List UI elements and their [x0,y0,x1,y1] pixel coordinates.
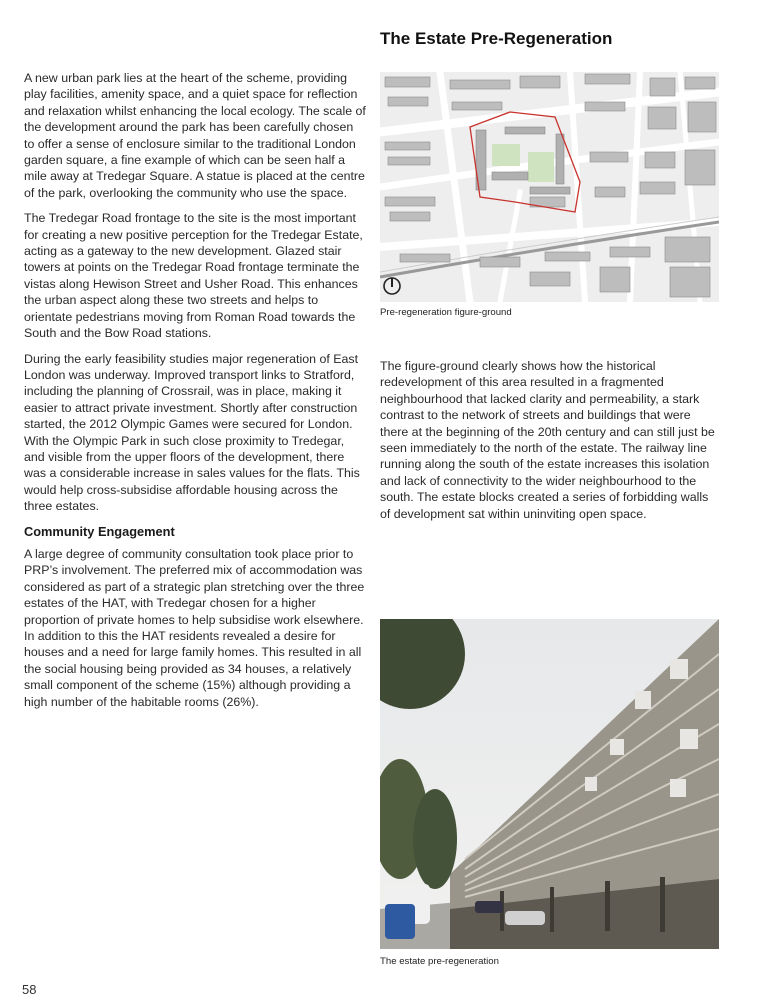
body-paragraph: During the early feasibility studies major regeneration of East London was underway. Improved transport links to Stratford, including the planning of Crossrail, was in place, making it easier to attract private investment. Shortly after construction started, the 2012 Olympic Games were secured for London. With the Olympic Park in such close proximity to Tredegar, and visible from the upper floors of the development, there was a considerable increase in sales values for the flats. This would help cross-subsidise affordable housing across the three estates. [24,351,360,514]
estate-photo [380,619,719,949]
body-paragraph: The figure-ground clearly shows how the historical redevelopment of this area resulted in a fragmented neighbourhood that lacked clarity and permeability, a stark contrast to the network of streets and buildings that were there at the beginning of the 20th century and can still just be seen immediately to the north of the estate. The railway line running along the south of the estate increases this isolation and lack of connectivity to the wider neighbourhood to the south. The estate blocks created a series of forbidding walls of development sat within uninviting open space. [380,359,715,521]
north-arrow-icon [382,276,402,296]
right-column-text [380,358,720,522]
figure-ground-graphic [380,72,719,302]
page-number: 58 [22,982,37,997]
photo-caption: The estate pre-regeneration [380,956,499,967]
body-paragraph: A large degree of community consultation took place prior to PRP’s involvement. The preferred mix of accommodation was considered as part of a strategic plan stretching over the three estates of the HAT, with Tredegar chosen for a higher proportion of private homes to help subsidise work elsewhere. In addition to this the HAT residents revealed a desire for houses and a need for large family homes. This resulted in all the social housing being provided as 34 houses, a relatively small component of the scheme (15%) although providing a high number of the habitable rooms (26%). [24,546,365,709]
estate-photo-graphic [380,619,719,949]
figure-ground-map [380,72,719,302]
map-caption: Pre-regeneration figure-ground [380,307,512,318]
section-heading: Community Engagement [24,523,175,539]
body-paragraph: A new urban park lies at the heart of the scheme, providing play facilities, amenity space, and a quiet space for reflection and relaxation whilst enhancing the local ecology. The scale of the development around the park has been carefully chosen to offer a sense of enclosure similar to the traditional London garden square, a fine example of which can be seen half a mile away at Tredegar Square. A statue is placed at the centre of the park, overlooking the community who use the space. [24,71,366,200]
body-paragraph: The Tredegar Road frontage to the site is the most important for creating a new positive perception for the Tredegar Estate, acting as a gateway to the new development. Glazed stair towers at points on the Tredegar Road frontage terminate the vistas along Hewison Street and Usher Road. This enhances the urban aspect along these two streets and helps to orientate pedestrians moving from Roman Road towards the South and the Bow Road stations. [24,211,363,341]
page-title: The Estate Pre-Regeneration [380,29,613,48]
left-column [24,70,366,719]
